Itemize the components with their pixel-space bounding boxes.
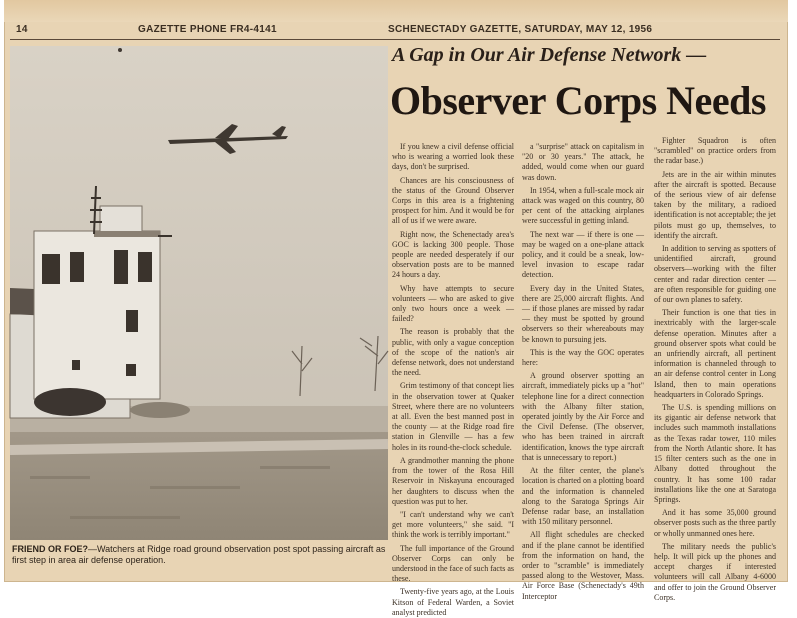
paragraph: The full importance of the Ground Observer Corps can only be understood in the face of such facts as these. [392,543,514,584]
phone-line: GAZETTE PHONE FR4-4141 [138,24,277,35]
paragraph: "I can't understand why we can't get more volunteers," she said. "I think the work is terribly important." [392,509,514,540]
news-photo [10,46,388,540]
paper-fold [4,0,788,22]
paragraph: A ground observer spotting an aircraft, immediately picks up a "hot" telephone line for a direct connection with the Albany filter station, operated jointly by the Air Force and the Civil Defense. (The observer, who has been trained in aircraft identification, knows the type aircraft that is unnecessary to report.) [522,371,644,462]
paragraph: All flight schedules are checked and if the plane cannot be identified from the information on hand, the order to "scramble" is immediately passed along to the Westover, Mass. Air Force Base (Schenectady's 49th Interceptor [522,530,644,601]
article-kicker: A Gap in Our Air Defense Network — [392,44,707,66]
paragraph: Jets are in the air within minutes after the aircraft is spotted. Because of the serious view of air defense taken by the military, a radioed identification is not acceptable; the jet pilots must go up, themselves, to identify the aircraft. [654,169,776,240]
caption-lead: FRIEND OR FOE? [12,544,88,554]
paragraph: This is the way the GOC operates here: [522,347,644,368]
page-margin [790,0,797,589]
article-column-3 [654,136,776,602]
paragraph: Their function is one that ties in inextricably with the larger-scale defense operation. Minutes after a ground observer spots what could be an unfriendly aircraft, all pertinent information is channeled through to an air defense control center in Long Island, then to main operations headquarters in Colorado Springs. [654,308,776,399]
photo-caption [12,544,388,566]
header-rule [10,39,780,40]
article-column-2 [522,142,644,601]
paragraph: Twenty-five years ago, at the Louis Kitson of Federal Warden, a Soviet analyst predicted [392,587,514,617]
article-headline: Observer Corps Needs [390,78,766,123]
paragraph: And it has some 35,000 ground observer posts such as the three partly or wholly unmanned ones here. [654,508,776,538]
paragraph: Fighter Squadron is often "scrambled" on practice orders from the radar base.) [654,136,776,166]
paragraph: Every day in the United States, there are 25,000 aircraft flights. And — if those planes are missed by radar — they must be spotted by ground observers so their whereabouts may be known to pursuing jets. [522,283,644,344]
page-number: 14 [16,24,28,35]
paragraph: The next war — if there is one — may be waged on a one-plane attack policy, and it could be a sneak, low-level invasion to escape radar detection. [522,229,644,280]
page-header [10,24,780,38]
paragraph: a "surprise" attack on capitalism in "20 or 30 years." The attack, he added, would come when our guard was down. [522,142,644,182]
paragraph: The U.S. is spending millions on its gigantic air defense network that includes such mammoth installations as the Texas radar tower, 110 miles from the North Atlantic shore. It has 15 filter centers such as the one in Albany dotted throughout the country. It has some 100 radar installations like the one at Saratoga Springs. [654,403,776,504]
paragraph: In addition to serving as spotters of unidentified aircraft, ground observers—working with the filter center and radar direction center — are often responsible for guiding one of our own planes to safety. [654,244,776,305]
paragraph: Why have attempts to secure volunteers — who are asked to give only two hours once a week — failed? [392,283,514,324]
paragraph: In 1954, when a full-scale mock air attack was waged on this country, 80 per cent of the attacking airplanes were successful in getting inland. [522,185,644,226]
masthead-date: SCHENECTADY GAZETTE, SATURDAY, MAY 12, 1956 [388,24,653,35]
paragraph: Grim testimony of that concept lies in the observation tower at Quaker Street, where there are no volunteers at all. Even the best manned post in the county — at the Ridge road fire station in Glenville — has a few holes in its round-the-clock schedule. [392,381,514,452]
paragraph: A grandmother manning the phone from the tower of the Rosa Hill Reservoir in Niskayuna encouraged her daughters to discuss when the question was put to her. [392,455,514,506]
paragraph: Chances are his consciousness of the status of the Ground Observer Corps in this area is a frightening prospect for him. And it would be for all of us if we were aware. [392,175,514,226]
article-column-1 [392,142,514,617]
paragraph: At the filter center, the plane's location is charted on a plotting board and the information is channeled along to the Saratoga Springs Air Defense radar base, an installation with 150 military personnel. [522,466,644,527]
paragraph: The reason is probably that the public, with only a vague conception of the scope of the nation's air defense network, does not understand the need. [392,327,514,378]
paragraph: If you knew a civil defense official who is wearing a worried look these days, don't be surprised. [392,142,514,172]
caption-text: —Watchers at Ridge road ground observation post spot passing aircraft as first step in area air defense operation. [12,544,386,565]
observation-post-photo [10,46,388,540]
paragraph: Right now, the Schenectady area's GOC is lacking 300 people. Those people are needed desperately if our observation posts are to be manned 24 hours a day. [392,229,514,280]
paragraph: The military needs the public's help. It will pick up the phones and accept charges if interested volunteers will call Albany 4-6000 and offer to join the Ground Observer Corps. [654,541,776,602]
